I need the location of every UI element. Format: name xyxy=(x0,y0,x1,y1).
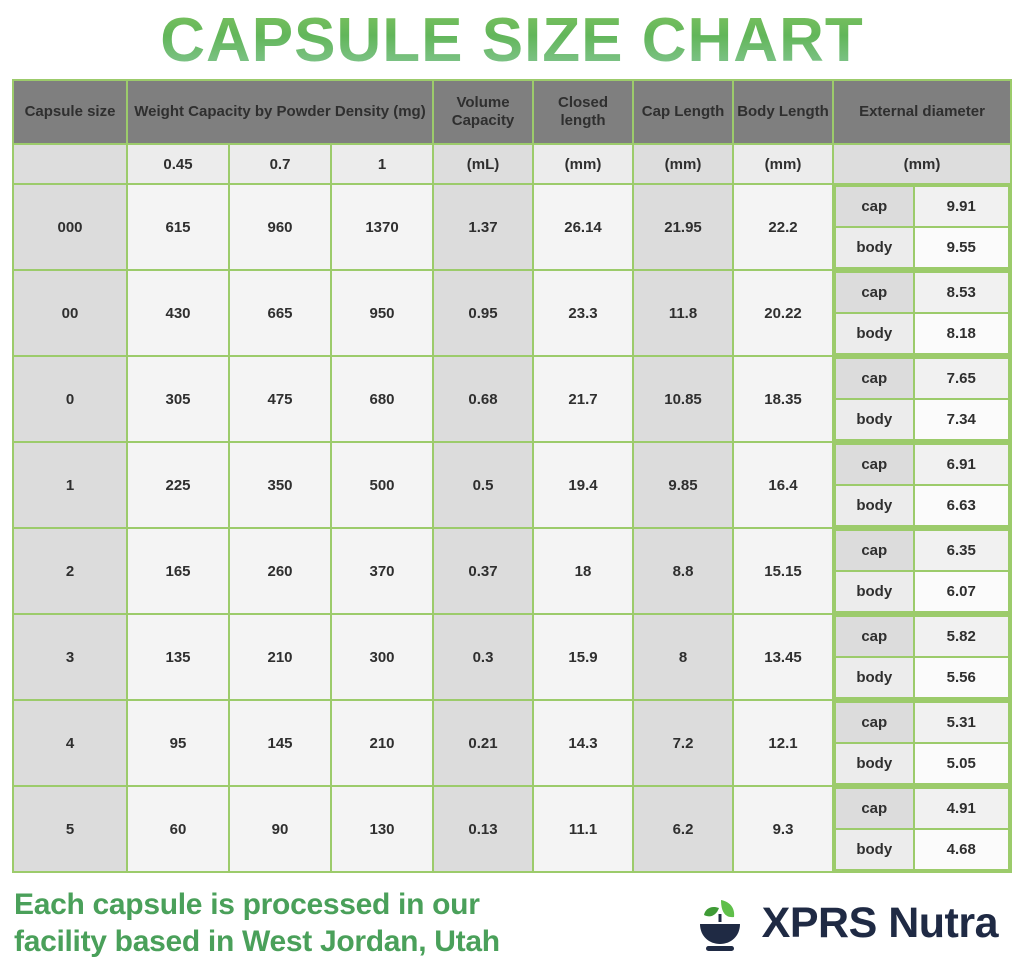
cell-external-diameter xyxy=(834,529,1010,613)
external-body-row xyxy=(836,744,1008,783)
cell-closed-length: 23.3 xyxy=(534,271,632,355)
table-container xyxy=(0,79,1024,873)
capsule-size-table xyxy=(12,79,1012,873)
external-diameter-subtable xyxy=(834,271,1010,355)
cell-cap-length: 21.95 xyxy=(634,185,732,269)
label-body: body xyxy=(836,486,913,525)
value-external-body: 5.56 xyxy=(915,658,1009,697)
cell-cap-length: 11.8 xyxy=(634,271,732,355)
external-diameter-subtable xyxy=(834,357,1010,441)
cell-weight-045: 60 xyxy=(128,787,228,871)
header-cap-length: Cap Length xyxy=(634,81,732,143)
value-external-body: 9.55 xyxy=(915,228,1009,267)
label-body: body xyxy=(836,400,913,439)
cell-cap-length: 8 xyxy=(634,615,732,699)
label-cap: cap xyxy=(836,273,913,312)
cell-weight-045: 225 xyxy=(128,443,228,527)
cell-volume: 0.21 xyxy=(434,701,532,785)
cell-capsule-size: 2 xyxy=(14,529,126,613)
cell-closed-length: 18 xyxy=(534,529,632,613)
cell-weight-07: 260 xyxy=(230,529,330,613)
subheader-density-045: 0.45 xyxy=(128,145,228,183)
cell-capsule-size: 000 xyxy=(14,185,126,269)
table-row xyxy=(14,185,1010,269)
external-cap-row xyxy=(836,273,1008,312)
cell-weight-1: 1370 xyxy=(332,185,432,269)
external-cap-row xyxy=(836,531,1008,570)
label-cap: cap xyxy=(836,187,913,226)
cell-weight-1: 130 xyxy=(332,787,432,871)
cell-body-length: 15.15 xyxy=(734,529,832,613)
cell-weight-07: 960 xyxy=(230,185,330,269)
value-external-body: 4.68 xyxy=(915,830,1009,869)
value-external-cap: 9.91 xyxy=(915,187,1009,226)
cell-cap-length: 6.2 xyxy=(634,787,732,871)
cell-weight-07: 475 xyxy=(230,357,330,441)
label-body: body xyxy=(836,314,913,353)
cell-closed-length: 26.14 xyxy=(534,185,632,269)
value-external-cap: 6.91 xyxy=(915,445,1009,484)
external-diameter-subtable xyxy=(834,443,1010,527)
cell-closed-length: 15.9 xyxy=(534,615,632,699)
header-external-diameter: External diameter xyxy=(834,81,1010,143)
header-volume-capacity: Volume Capacity xyxy=(434,81,532,143)
subheader-body-unit: (mm) xyxy=(734,145,832,183)
cell-cap-length: 10.85 xyxy=(634,357,732,441)
external-cap-row xyxy=(836,703,1008,742)
table-subheader-row xyxy=(14,145,1010,183)
external-cap-row xyxy=(836,617,1008,656)
header-closed-length: Closed length xyxy=(534,81,632,143)
subheader-cap-unit: (mm) xyxy=(634,145,732,183)
cell-external-diameter xyxy=(834,615,1010,699)
table-row xyxy=(14,615,1010,699)
subheader-blank xyxy=(14,145,126,183)
subheader-density-1: 1 xyxy=(332,145,432,183)
cell-external-diameter xyxy=(834,787,1010,871)
cell-weight-045: 95 xyxy=(128,701,228,785)
external-diameter-subtable xyxy=(834,615,1010,699)
label-cap: cap xyxy=(836,531,913,570)
external-body-row xyxy=(836,830,1008,869)
cell-volume: 0.68 xyxy=(434,357,532,441)
cell-weight-07: 665 xyxy=(230,271,330,355)
cell-closed-length: 19.4 xyxy=(534,443,632,527)
value-external-cap: 5.82 xyxy=(915,617,1009,656)
label-body: body xyxy=(836,830,913,869)
cell-closed-length: 21.7 xyxy=(534,357,632,441)
label-body: body xyxy=(836,228,913,267)
external-cap-row xyxy=(836,445,1008,484)
cell-body-length: 22.2 xyxy=(734,185,832,269)
cell-weight-1: 300 xyxy=(332,615,432,699)
table-row xyxy=(14,357,1010,441)
external-cap-row xyxy=(836,359,1008,398)
label-cap: cap xyxy=(836,445,913,484)
cell-weight-1: 370 xyxy=(332,529,432,613)
cell-weight-045: 430 xyxy=(128,271,228,355)
external-body-row xyxy=(836,228,1008,267)
cell-cap-length: 9.85 xyxy=(634,443,732,527)
cell-weight-1: 210 xyxy=(332,701,432,785)
cell-capsule-size: 5 xyxy=(14,787,126,871)
table-row xyxy=(14,529,1010,613)
cell-capsule-size: 0 xyxy=(14,357,126,441)
subheader-volume-unit: (mL) xyxy=(434,145,532,183)
value-external-body: 6.63 xyxy=(915,486,1009,525)
cell-weight-07: 145 xyxy=(230,701,330,785)
footer-message xyxy=(14,887,500,960)
label-cap: cap xyxy=(836,789,913,828)
value-external-cap: 4.91 xyxy=(915,789,1009,828)
cell-external-diameter xyxy=(834,271,1010,355)
cell-capsule-size: 3 xyxy=(14,615,126,699)
cell-weight-1: 680 xyxy=(332,357,432,441)
cell-volume: 0.5 xyxy=(434,443,532,527)
label-cap: cap xyxy=(836,703,913,742)
external-body-row xyxy=(836,486,1008,525)
cell-volume: 0.37 xyxy=(434,529,532,613)
value-external-body: 8.18 xyxy=(915,314,1009,353)
label-body: body xyxy=(836,658,913,697)
value-external-cap: 6.35 xyxy=(915,531,1009,570)
brand-name: XPRS Nutra xyxy=(761,899,998,948)
cell-volume: 0.3 xyxy=(434,615,532,699)
cell-weight-1: 950 xyxy=(332,271,432,355)
cell-external-diameter xyxy=(834,701,1010,785)
cell-volume: 1.37 xyxy=(434,185,532,269)
cell-volume: 0.13 xyxy=(434,787,532,871)
external-body-row xyxy=(836,400,1008,439)
external-body-row xyxy=(836,314,1008,353)
cell-capsule-size: 4 xyxy=(14,701,126,785)
cell-body-length: 16.4 xyxy=(734,443,832,527)
value-external-body: 5.05 xyxy=(915,744,1009,783)
table-row xyxy=(14,701,1010,785)
value-external-cap: 8.53 xyxy=(915,273,1009,312)
cell-capsule-size: 1 xyxy=(14,443,126,527)
external-body-row xyxy=(836,572,1008,611)
cell-body-length: 12.1 xyxy=(734,701,832,785)
cell-capsule-size: 00 xyxy=(14,271,126,355)
cell-body-length: 9.3 xyxy=(734,787,832,871)
cell-weight-045: 615 xyxy=(128,185,228,269)
table-row xyxy=(14,271,1010,355)
subheader-density-07: 0.7 xyxy=(230,145,330,183)
cell-closed-length: 14.3 xyxy=(534,701,632,785)
label-cap: cap xyxy=(836,617,913,656)
value-external-body: 6.07 xyxy=(915,572,1009,611)
external-diameter-subtable xyxy=(834,787,1010,871)
external-cap-row xyxy=(836,789,1008,828)
cell-body-length: 18.35 xyxy=(734,357,832,441)
cell-cap-length: 8.8 xyxy=(634,529,732,613)
label-body: body xyxy=(836,572,913,611)
value-external-cap: 5.31 xyxy=(915,703,1009,742)
header-body-length: Body Length xyxy=(734,81,832,143)
footer xyxy=(0,873,1024,960)
cell-body-length: 13.45 xyxy=(734,615,832,699)
cell-weight-045: 305 xyxy=(128,357,228,441)
cell-weight-1: 500 xyxy=(332,443,432,527)
cell-weight-045: 165 xyxy=(128,529,228,613)
cell-external-diameter xyxy=(834,357,1010,441)
cell-cap-length: 7.2 xyxy=(634,701,732,785)
external-diameter-subtable xyxy=(834,185,1010,269)
page-title: CAPSULE SIZE CHART xyxy=(0,0,1024,79)
cell-weight-07: 210 xyxy=(230,615,330,699)
external-cap-row xyxy=(836,187,1008,226)
cell-weight-07: 350 xyxy=(230,443,330,527)
subheader-external-unit: (mm) xyxy=(834,145,1010,183)
cell-weight-07: 90 xyxy=(230,787,330,871)
footer-line-2: facility based in West Jordan, Utah xyxy=(14,924,500,958)
cell-weight-045: 135 xyxy=(128,615,228,699)
footer-line-1: Each capsule is processed in our xyxy=(14,888,480,922)
cell-external-diameter xyxy=(834,443,1010,527)
cell-closed-length: 11.1 xyxy=(534,787,632,871)
external-body-row xyxy=(836,658,1008,697)
value-external-body: 7.34 xyxy=(915,400,1009,439)
label-cap: cap xyxy=(836,359,913,398)
external-diameter-subtable xyxy=(834,701,1010,785)
header-capsule-size: Capsule size xyxy=(14,81,126,143)
cell-external-diameter xyxy=(834,185,1010,269)
table-header-row xyxy=(14,81,1010,143)
brand-lockup xyxy=(688,892,998,956)
table-row xyxy=(14,443,1010,527)
table-row xyxy=(14,787,1010,871)
external-diameter-subtable xyxy=(834,529,1010,613)
value-external-cap: 7.65 xyxy=(915,359,1009,398)
label-body: body xyxy=(836,744,913,783)
cell-body-length: 20.22 xyxy=(734,271,832,355)
subheader-closed-unit: (mm) xyxy=(534,145,632,183)
header-weight-capacity: Weight Capacity by Powder Density (mg) xyxy=(128,81,432,143)
cell-volume: 0.95 xyxy=(434,271,532,355)
leaf-mortar-logo-icon xyxy=(688,892,752,956)
